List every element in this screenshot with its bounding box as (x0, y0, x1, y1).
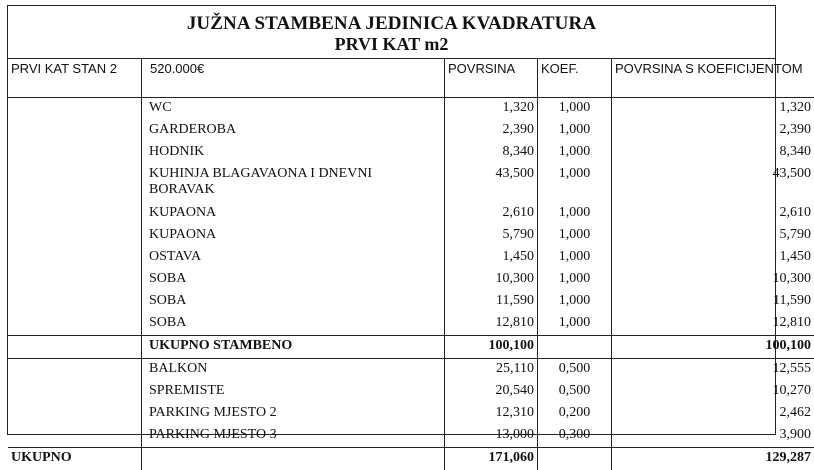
room-area-with-coef: 43,500 (612, 164, 814, 203)
document-title: JUŽNA STAMBENA JEDINICA KVADRATURA (8, 13, 775, 35)
room-coef: 1,000 (538, 120, 612, 142)
room-area-with-coef: 12,810 (612, 313, 814, 336)
room-area: 1,450 (445, 247, 538, 269)
room-area-with-coef: 2,610 (612, 203, 814, 225)
room-area: 1,320 (445, 98, 538, 121)
room-name: KUHINJA BLAGAVAONA I DNEVNI BORAVAK (142, 164, 445, 203)
room-area-with-coef: 10,270 (612, 381, 814, 403)
room-name: SOBA (142, 269, 445, 291)
room-name: PARKING MJESTO 3 (142, 425, 445, 448)
empty-cell (8, 142, 142, 164)
room-coef: 0,300 (538, 425, 612, 448)
grand-total-label: UKUPNO (8, 448, 142, 470)
grand-total-row (8, 448, 814, 470)
room-row (8, 98, 814, 121)
room-area: 2,390 (445, 120, 538, 142)
room-name: SOBA (142, 291, 445, 313)
room-coef: 1,000 (538, 225, 612, 247)
col-header-coef: KOEF. (538, 58, 612, 98)
price-value: 520.000€ (142, 58, 445, 98)
empty-cell (8, 120, 142, 142)
room-name: BALKON (142, 359, 445, 382)
extra-row (8, 359, 814, 382)
col-header-area: POVRSINA (445, 58, 538, 98)
room-area-with-coef: 5,790 (612, 225, 814, 247)
subtotal-label: UKUPNO STAMBENO (142, 336, 445, 359)
empty-cell (8, 381, 142, 403)
room-area-with-coef: 1,320 (612, 98, 814, 121)
room-area: 20,540 (445, 381, 538, 403)
room-area-with-coef: 1,450 (612, 247, 814, 269)
empty-cell (8, 403, 142, 425)
subtotal-row (8, 336, 814, 359)
room-name: GARDEROBA (142, 120, 445, 142)
title-block (8, 6, 775, 59)
extra-row (8, 425, 814, 448)
room-coef: 0,200 (538, 403, 612, 425)
area-table-sheet (7, 5, 776, 435)
empty-cell (8, 425, 142, 448)
empty-cell (8, 269, 142, 291)
empty-cell (8, 359, 142, 382)
room-area: 8,340 (445, 142, 538, 164)
unit-label: PRVI KAT STAN 2 (8, 58, 142, 98)
room-row (8, 291, 814, 313)
empty-cell (8, 225, 142, 247)
room-area: 12,310 (445, 403, 538, 425)
room-area-with-coef: 2,390 (612, 120, 814, 142)
room-area: 2,610 (445, 203, 538, 225)
subtotal-area-with-coef: 100,100 (612, 336, 814, 359)
empty-cell (538, 336, 612, 359)
room-area-with-coef: 8,340 (612, 142, 814, 164)
room-area-with-coef: 11,590 (612, 291, 814, 313)
room-row (8, 120, 814, 142)
room-row (8, 313, 814, 336)
room-area: 5,790 (445, 225, 538, 247)
room-row (8, 142, 814, 164)
room-coef: 1,000 (538, 203, 612, 225)
empty-cell (8, 336, 142, 359)
room-name: SOBA (142, 313, 445, 336)
room-coef: 1,000 (538, 164, 612, 203)
room-area-with-coef: 10,300 (612, 269, 814, 291)
room-name: PARKING MJESTO 2 (142, 403, 445, 425)
room-row (8, 269, 814, 291)
room-coef: 0,500 (538, 381, 612, 403)
empty-cell (538, 448, 612, 470)
room-name: WC (142, 98, 445, 121)
room-coef: 1,000 (538, 247, 612, 269)
room-area: 11,590 (445, 291, 538, 313)
room-row (8, 203, 814, 225)
table-header-row (8, 58, 814, 98)
room-coef: 1,000 (538, 269, 612, 291)
room-area: 43,500 (445, 164, 538, 203)
empty-cell (8, 98, 142, 121)
extra-row (8, 403, 814, 425)
room-coef: 1,000 (538, 291, 612, 313)
empty-cell (8, 291, 142, 313)
empty-cell (8, 313, 142, 336)
room-area: 10,300 (445, 269, 538, 291)
room-area: 13,000 (445, 425, 538, 448)
room-area-with-coef: 12,555 (612, 359, 814, 382)
area-table (8, 58, 814, 470)
empty-cell (8, 203, 142, 225)
extra-row (8, 381, 814, 403)
room-row (8, 164, 814, 203)
empty-cell (142, 448, 445, 470)
room-coef: 0,500 (538, 359, 612, 382)
room-area: 25,110 (445, 359, 538, 382)
col-header-area-coef: POVRSINA S KOEFICIJENTOM (612, 58, 814, 98)
room-row (8, 225, 814, 247)
room-coef: 1,000 (538, 98, 612, 121)
area-table-body (8, 58, 814, 470)
document-subtitle: PRVI KAT m2 (8, 34, 775, 55)
room-name: KUPAONA (142, 203, 445, 225)
room-name: HODNIK (142, 142, 445, 164)
subtotal-area: 100,100 (445, 336, 538, 359)
room-coef: 1,000 (538, 313, 612, 336)
grand-total-area: 171,060 (445, 448, 538, 470)
room-row (8, 247, 814, 269)
empty-cell (8, 247, 142, 269)
room-coef: 1,000 (538, 142, 612, 164)
room-area: 12,810 (445, 313, 538, 336)
empty-cell (8, 164, 142, 203)
room-name: SPREMISTE (142, 381, 445, 403)
room-name: KUPAONA (142, 225, 445, 247)
room-area-with-coef: 3,900 (612, 425, 814, 448)
room-area-with-coef: 2,462 (612, 403, 814, 425)
room-name: OSTAVA (142, 247, 445, 269)
grand-total-area-with-coef: 129,287 (612, 448, 814, 470)
